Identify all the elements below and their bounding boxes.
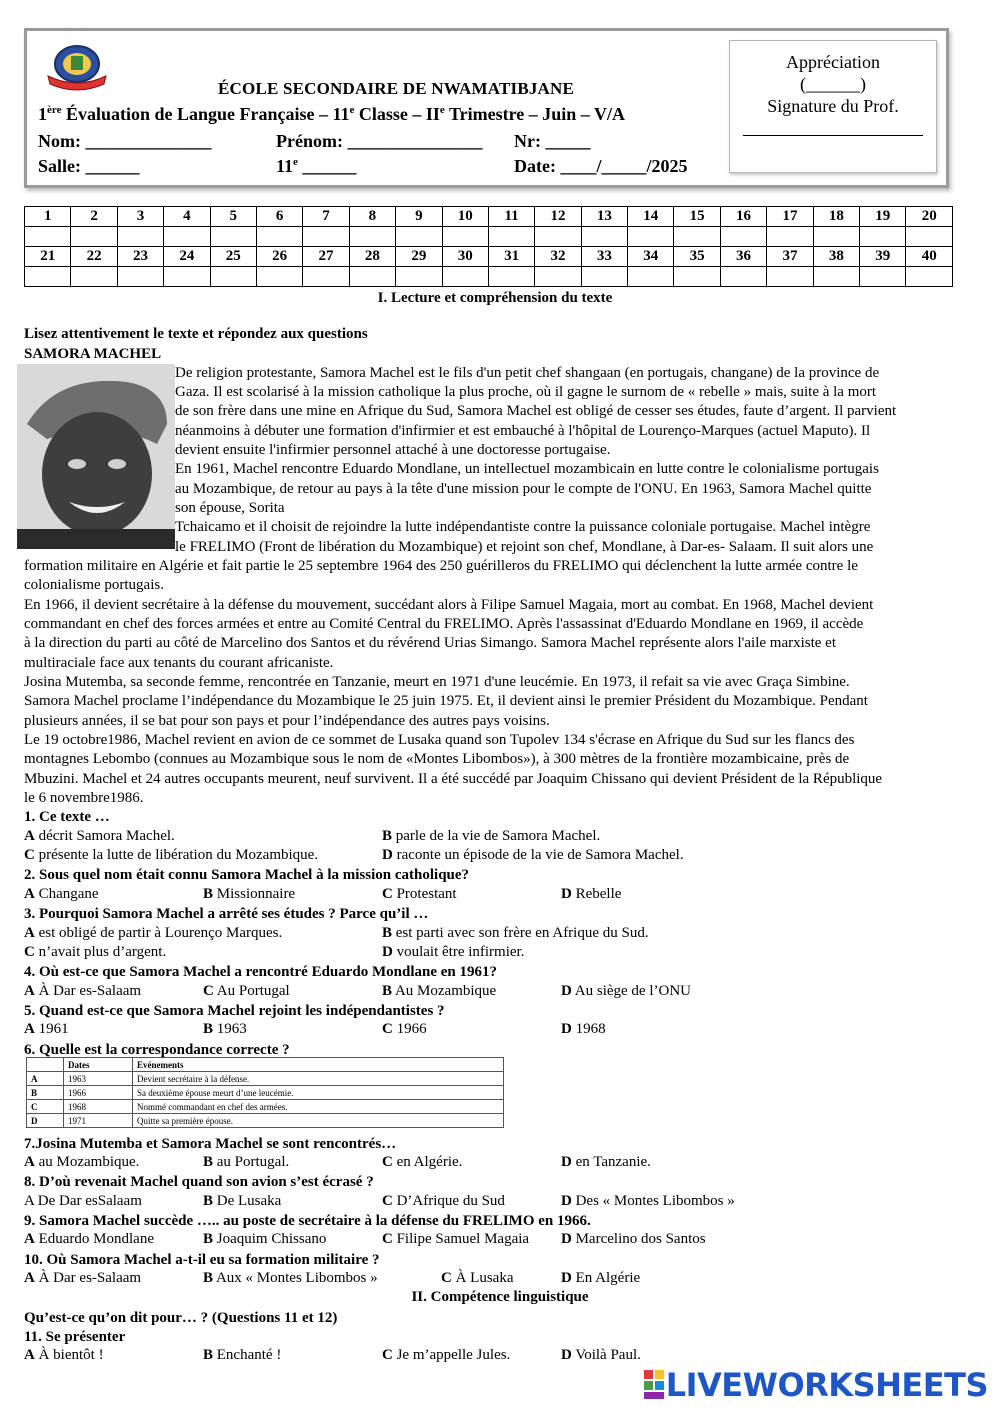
grid-number: 8 <box>349 207 395 227</box>
q5-option-a[interactable]: A 1961 <box>24 1021 69 1037</box>
appreciation-box <box>729 40 937 173</box>
grid-numbers-row-1 <box>25 207 953 227</box>
answer-cell[interactable] <box>71 267 117 287</box>
q2-option-c[interactable]: C Protestant <box>382 886 457 902</box>
grid-answers-row-1[interactable] <box>25 227 953 247</box>
question-2: 2. Sous quel nom était connu Samora Machel à la mission catholique? <box>24 867 470 883</box>
question-4: 4. Où est-ce que Samora Machel a rencontré Eduardo Mondlane en 1961? <box>24 964 498 980</box>
instruction: Lisez attentivement le texte et répondez aux questions <box>24 326 368 342</box>
grid-number: 4 <box>164 207 210 227</box>
answer-cell[interactable] <box>767 267 813 287</box>
grid-number: 40 <box>906 247 953 267</box>
answer-cell[interactable] <box>628 267 674 287</box>
text-line: commandant en chef des forces armées et entre au Comité Central du FRELIMO. Après l'assassinat d'Eduardo Mondlane en 1969, il accède <box>24 616 864 632</box>
grid-number: 1 <box>25 207 71 227</box>
answer-cell[interactable] <box>906 267 953 287</box>
grid-number: 26 <box>256 247 302 267</box>
text-line: Gaza. Il est scolarisé à la mission catholique la plus proche, où il gagne le surnom de « rebelle » mais, suite à la mort <box>175 384 877 400</box>
corr-event: Sa deuxième épouse meurt d’une leucémie. <box>133 1086 504 1100</box>
grid-number: 23 <box>117 247 163 267</box>
q5-option-c[interactable]: C 1966 <box>382 1021 427 1037</box>
grid-number: 6 <box>256 207 302 227</box>
text-line: néanmoins à débuter une formation d'infirmier et est embauché à l'hôpital de Lourenço-Marques (actuel Maputo). Il <box>175 423 871 439</box>
corr-event: Quitte sa première épouse. <box>133 1114 504 1128</box>
text-line: En 1966, il devient secrétaire à la défense du mouvement, succédant alors à Filipe Samuel Magaia, mort au combat. En 1968, Machel devient <box>24 597 874 613</box>
text-line: multiraciale face aux tenants du courant africaniste. <box>24 655 334 671</box>
question-11: 11. Se présenter <box>24 1329 126 1345</box>
corr-letter: D <box>27 1114 64 1128</box>
grid-number: 38 <box>813 247 859 267</box>
q10-option-a[interactable]: A À Dar es-Salaam <box>24 1270 142 1286</box>
salle-field[interactable]: Salle: ______ <box>38 156 140 176</box>
corr-header-row <box>27 1058 504 1072</box>
q8-option-c[interactable]: C D’Afrique du Sud <box>382 1193 505 1209</box>
grid-number: 35 <box>674 247 720 267</box>
text-line: Le 19 octobre1986, Machel revient en avion de ce sommet de Lusaka quand son Tupolev 134 s'écrase en Afrique du Sud sur les flancs des <box>24 732 855 748</box>
evaluation-title: 1ère Évaluation de Langue Française – 11e Classe – IIe Trimestre – Juin – V/A <box>38 104 625 124</box>
q1-option-a[interactable]: A décrit Samora Machel. <box>24 828 175 844</box>
answer-cell[interactable] <box>674 267 720 287</box>
grid-number: 32 <box>535 247 581 267</box>
text-line: Josina Mutemba, sa seconde femme, rencontrée en Tanzanie, meurt en 1971 d'une leucémie. En 1973, il refait sa vie avec Graça Simbine. <box>24 674 850 690</box>
q8-option-d[interactable]: D Des « Montes Libombos » <box>561 1193 735 1209</box>
text-line: à la direction du parti au côté de Marcelino dos Santos et du révérend Urias Simango. Samora Machel représente alors l'aile marxiste et <box>24 635 837 651</box>
q3-option-b[interactable]: B est parti avec son frère en Afrique du Sud. <box>382 925 649 941</box>
grid-number: 2 <box>71 207 117 227</box>
answer-cell[interactable] <box>860 227 906 247</box>
answer-cell[interactable] <box>303 227 349 247</box>
grid-number: 33 <box>581 247 627 267</box>
appreciation-label: Appréciation <box>786 52 880 72</box>
answer-cell[interactable] <box>71 227 117 247</box>
grid-number: 25 <box>210 247 256 267</box>
signature-line[interactable] <box>743 135 923 136</box>
answer-cell[interactable] <box>674 227 720 247</box>
text-line: au Mozambique, de retour au pays à la tête d'une mission pour le compte de l'ONU. En 1963, Samora Machel quitte <box>175 481 872 497</box>
q11-option-b[interactable]: B Enchanté ! <box>203 1347 282 1363</box>
grid-number: 27 <box>303 247 349 267</box>
question-10: 10. Où Samora Machel a-t-il eu sa formation militaire ? <box>24 1252 380 1268</box>
text-line: Samora Machel proclame l’indépendance du Mozambique le 25 juin 1975. Et, il devient ainsi le premier Président du Mozambique. Pendant <box>24 693 868 709</box>
nom-field[interactable]: Nom: ______________ <box>38 131 212 151</box>
q10-option-c[interactable]: C À Lusaka <box>441 1270 514 1286</box>
answer-cell[interactable] <box>303 267 349 287</box>
question-7: 7.Josina Mutemba et Samora Machel se sont rencontrés… <box>24 1136 397 1152</box>
q3-option-d[interactable]: D voulait être infirmier. <box>382 944 525 960</box>
answer-cell[interactable] <box>25 267 71 287</box>
grid-number: 29 <box>396 247 442 267</box>
grid-number: 28 <box>349 247 395 267</box>
grid-number: 37 <box>767 247 813 267</box>
question-5: 5. Quand est-ce que Samora Machel rejoint les indépendantistes ? <box>24 1003 445 1019</box>
answer-cell[interactable] <box>210 227 256 247</box>
grid-number: 14 <box>628 207 674 227</box>
answer-cell[interactable] <box>581 227 627 247</box>
school-logo <box>44 40 110 92</box>
grid-number: 18 <box>813 207 859 227</box>
answer-cell[interactable] <box>396 267 442 287</box>
q2-option-b[interactable]: B Missionnaire <box>203 886 296 902</box>
question-1: 1. Ce texte … <box>24 809 110 825</box>
q7-option-b[interactable]: B au Portugal. <box>203 1154 290 1170</box>
text-line: le FRELIMO (Front de libération du Mozambique) et rejoint son chef, Mondlane, à Dar-es- Salaam. Il suit alors une <box>175 539 874 555</box>
answer-grid <box>24 206 953 287</box>
answer-cell[interactable] <box>581 267 627 287</box>
grid-number: 15 <box>674 207 720 227</box>
q4-option-b[interactable]: B Au Mozambique <box>382 983 497 999</box>
grid-number: 17 <box>767 207 813 227</box>
answer-cell[interactable] <box>860 267 906 287</box>
corr-row[interactable] <box>27 1100 504 1114</box>
q4-option-d[interactable]: D Au siège de l’ONU <box>561 983 692 999</box>
question-3: 3. Pourquoi Samora Machel a arrêté ses études ? Parce qu’il … <box>24 906 429 922</box>
answer-cell[interactable] <box>256 227 302 247</box>
answer-cell[interactable] <box>164 227 210 247</box>
grid-number: 22 <box>71 247 117 267</box>
q1-option-c[interactable]: C présente la lutte de libération du Mozambique. <box>24 847 319 863</box>
answer-cell[interactable] <box>720 227 766 247</box>
q11-option-d[interactable]: D Voilà Paul. <box>561 1347 641 1363</box>
grid-number: 11 <box>488 207 534 227</box>
answer-cell[interactable] <box>349 227 395 247</box>
grid-number: 30 <box>442 247 488 267</box>
q10-option-d[interactable]: D En Algérie <box>561 1270 641 1286</box>
school-name: ÉCOLE SECONDAIRE DE NWAMATIBJANE <box>218 79 575 98</box>
q9-option-a[interactable]: A Eduardo Mondlane <box>24 1231 154 1247</box>
grid-number: 10 <box>442 207 488 227</box>
answer-cell[interactable] <box>813 267 859 287</box>
text-line: le 6 novembre1986. <box>24 790 144 806</box>
answer-cell[interactable] <box>628 227 674 247</box>
answer-cell[interactable] <box>349 267 395 287</box>
text-line: De religion protestante, Samora Machel est le fils d'un petit chef shangaan (en portugais, changane) de la province de <box>175 365 880 381</box>
answer-cell[interactable] <box>256 267 302 287</box>
grid-number: 3 <box>117 207 163 227</box>
grid-number: 7 <box>303 207 349 227</box>
liveworksheets-logo[interactable] <box>644 1366 988 1404</box>
correspondence-table <box>26 1057 504 1128</box>
corr-event: Nommé commandant en chef des armées. <box>133 1100 504 1114</box>
question-8: 8. D’où revenait Machel quand son avion s’est écrasé ? <box>24 1174 374 1190</box>
corr-header-dates: Dates <box>64 1058 133 1072</box>
signature-label: Signature du Prof. <box>767 96 899 116</box>
text-line: de son frère dans une mine en Afrique du Sud, Samora Machel est obligé de cesser ses études, faute d’argent. Il parvient <box>175 403 897 419</box>
text-line: devient ensuite l'infirmier personnel attaché à une doctoresse portugaise. <box>175 442 611 458</box>
grid-number: 16 <box>720 207 766 227</box>
text-line: son épouse, Sorita <box>175 500 285 516</box>
corr-date: 1971 <box>64 1114 133 1128</box>
answer-cell[interactable] <box>117 267 163 287</box>
date-field[interactable]: Date: ____/_____/2025 <box>514 156 688 176</box>
q11-option-a[interactable]: A À bientôt ! <box>24 1347 104 1363</box>
corr-date: 1968 <box>64 1100 133 1114</box>
answer-cell[interactable] <box>442 267 488 287</box>
q4-option-a[interactable]: A À Dar es-Salaam <box>24 983 142 999</box>
grid-number: 31 <box>488 247 534 267</box>
q11-option-c[interactable]: C Je m’appelle Jules. <box>382 1347 511 1363</box>
q9-option-c[interactable]: C Filipe Samuel Magaia <box>382 1231 530 1247</box>
grid-number: 9 <box>396 207 442 227</box>
answer-cell[interactable] <box>210 267 256 287</box>
grid-number: 19 <box>860 207 906 227</box>
grid-answers-row-2[interactable] <box>25 267 953 287</box>
q5-option-d[interactable]: D 1968 <box>561 1021 606 1037</box>
grid-number: 13 <box>581 207 627 227</box>
grid-number: 20 <box>906 207 953 227</box>
corr-letter: A <box>27 1072 64 1086</box>
q7-option-d[interactable]: D en Tanzanie. <box>561 1154 651 1170</box>
answer-cell[interactable] <box>767 227 813 247</box>
answer-cell[interactable] <box>488 267 534 287</box>
corr-header-empty <box>27 1058 64 1072</box>
q10-option-b[interactable]: B Aux « Montes Libombos » <box>203 1270 378 1286</box>
grid-number: 39 <box>860 247 906 267</box>
text-line: montagnes Lebombo (connues au Mozambique sous le nom de «Montes Libombos»), à 300 mètres de la frontière mozambicaine, près de <box>24 751 850 767</box>
answer-cell[interactable] <box>535 267 581 287</box>
answer-cell[interactable] <box>164 267 210 287</box>
q4-option-c[interactable]: C Au Portugal <box>203 983 290 999</box>
q7-option-a[interactable]: A au Mozambique. <box>24 1154 140 1170</box>
prenom-field[interactable]: Prénom: _______________ <box>276 131 483 151</box>
grid-number: 34 <box>628 247 674 267</box>
q5-option-b[interactable]: B 1963 <box>203 1021 247 1037</box>
classe-field[interactable]: 11e ______ <box>276 156 357 176</box>
corr-letter: C <box>27 1100 64 1114</box>
text-line: plusieurs années, il se bat pour son pays et pour l’indépendance des autres pays voisins. <box>24 713 550 729</box>
answer-cell[interactable] <box>488 227 534 247</box>
answer-cell[interactable] <box>813 227 859 247</box>
answer-cell[interactable] <box>117 227 163 247</box>
corr-date: 1966 <box>64 1086 133 1100</box>
q8-option-a[interactable]: A De Dar esSalaam <box>24 1193 142 1209</box>
answer-cell[interactable] <box>906 227 953 247</box>
q9-option-d[interactable]: D Marcelino dos Santos <box>561 1231 706 1247</box>
question-9: 9. Samora Machel succède ….. au poste de secrétaire à la défense du FRELIMO en 1966. <box>24 1213 591 1229</box>
text-line: colonialisme portugais. <box>24 577 164 593</box>
liveworksheets-icon <box>644 1370 666 1400</box>
text-title: SAMORA MACHEL <box>24 346 162 362</box>
samora-machel-photo <box>17 364 175 549</box>
corr-letter: B <box>27 1086 64 1100</box>
answer-cell[interactable] <box>25 227 71 247</box>
q2-option-d[interactable]: D Rebelle <box>561 886 622 902</box>
question-6: 6. Quelle est la correspondance correcte ? <box>24 1042 290 1058</box>
grid-number: 24 <box>164 247 210 267</box>
section-2-title: II. Compétence linguistique <box>411 1289 589 1305</box>
nr-field[interactable]: Nr: _____ <box>514 131 591 151</box>
text-line: En 1961, Machel rencontre Eduardo Mondlane, un intellectuel mozambicain en lutte contre le colonialisme portugais <box>175 461 879 477</box>
q3-option-c[interactable]: C n’avait plus d’argent. <box>24 944 167 960</box>
appreciation-blank[interactable]: (______) <box>800 74 866 94</box>
corr-event: Devient secrétaire à la défense. <box>133 1072 504 1086</box>
corr-header-events: Evénements <box>133 1058 504 1072</box>
q1-option-d[interactable]: D raconte un épisode de la vie de Samora Machel. <box>382 847 684 863</box>
text-line: Tchaicamo et il choisit de rejoindre la lutte indépendantiste contre la puissance coloniale portugaise. Machel intègre <box>175 519 871 535</box>
corr-date: 1963 <box>64 1072 133 1086</box>
corr-row[interactable] <box>27 1086 504 1100</box>
answer-cell[interactable] <box>396 227 442 247</box>
grid-number: 5 <box>210 207 256 227</box>
grid-number: 36 <box>720 247 766 267</box>
grid-number: 21 <box>25 247 71 267</box>
text-line: formation militaire en Algérie et fait partie le 25 septembre 1964 des 250 guérilleros du FRELIMO qui déclenchent la lutte armée contre le <box>24 558 858 574</box>
corr-row[interactable] <box>27 1072 504 1086</box>
answer-cell[interactable] <box>442 227 488 247</box>
section-1-title: I. Lecture et compréhension du texte <box>377 290 613 306</box>
q8-option-b[interactable]: B De Lusaka <box>203 1193 282 1209</box>
corr-row[interactable] <box>27 1114 504 1128</box>
section-2-question: Qu’est-ce qu’on dit pour… ? (Questions 11 et 12) <box>24 1310 338 1326</box>
grid-numbers-row-2 <box>25 247 953 267</box>
q3-option-a[interactable]: A est obligé de partir à Lourenço Marques. <box>24 925 283 941</box>
q7-option-c[interactable]: C en Algérie. <box>382 1154 463 1170</box>
q1-option-b[interactable]: B parle de la vie de Samora Machel. <box>382 828 601 844</box>
q2-option-a[interactable]: A Changane <box>24 886 99 902</box>
liveworksheets-text: LIVEWORKSHEETS <box>665 1366 988 1404</box>
text-line: Mbuzini. Machel et 24 autres occupants meurent, neuf survivent. Il a été succédé par Joaquim Chissano qui devient Président de la République <box>24 771 883 787</box>
answer-cell[interactable] <box>535 227 581 247</box>
answer-cell[interactable] <box>720 267 766 287</box>
q9-option-b[interactable]: B Joaquim Chissano <box>203 1231 327 1247</box>
grid-number: 12 <box>535 207 581 227</box>
